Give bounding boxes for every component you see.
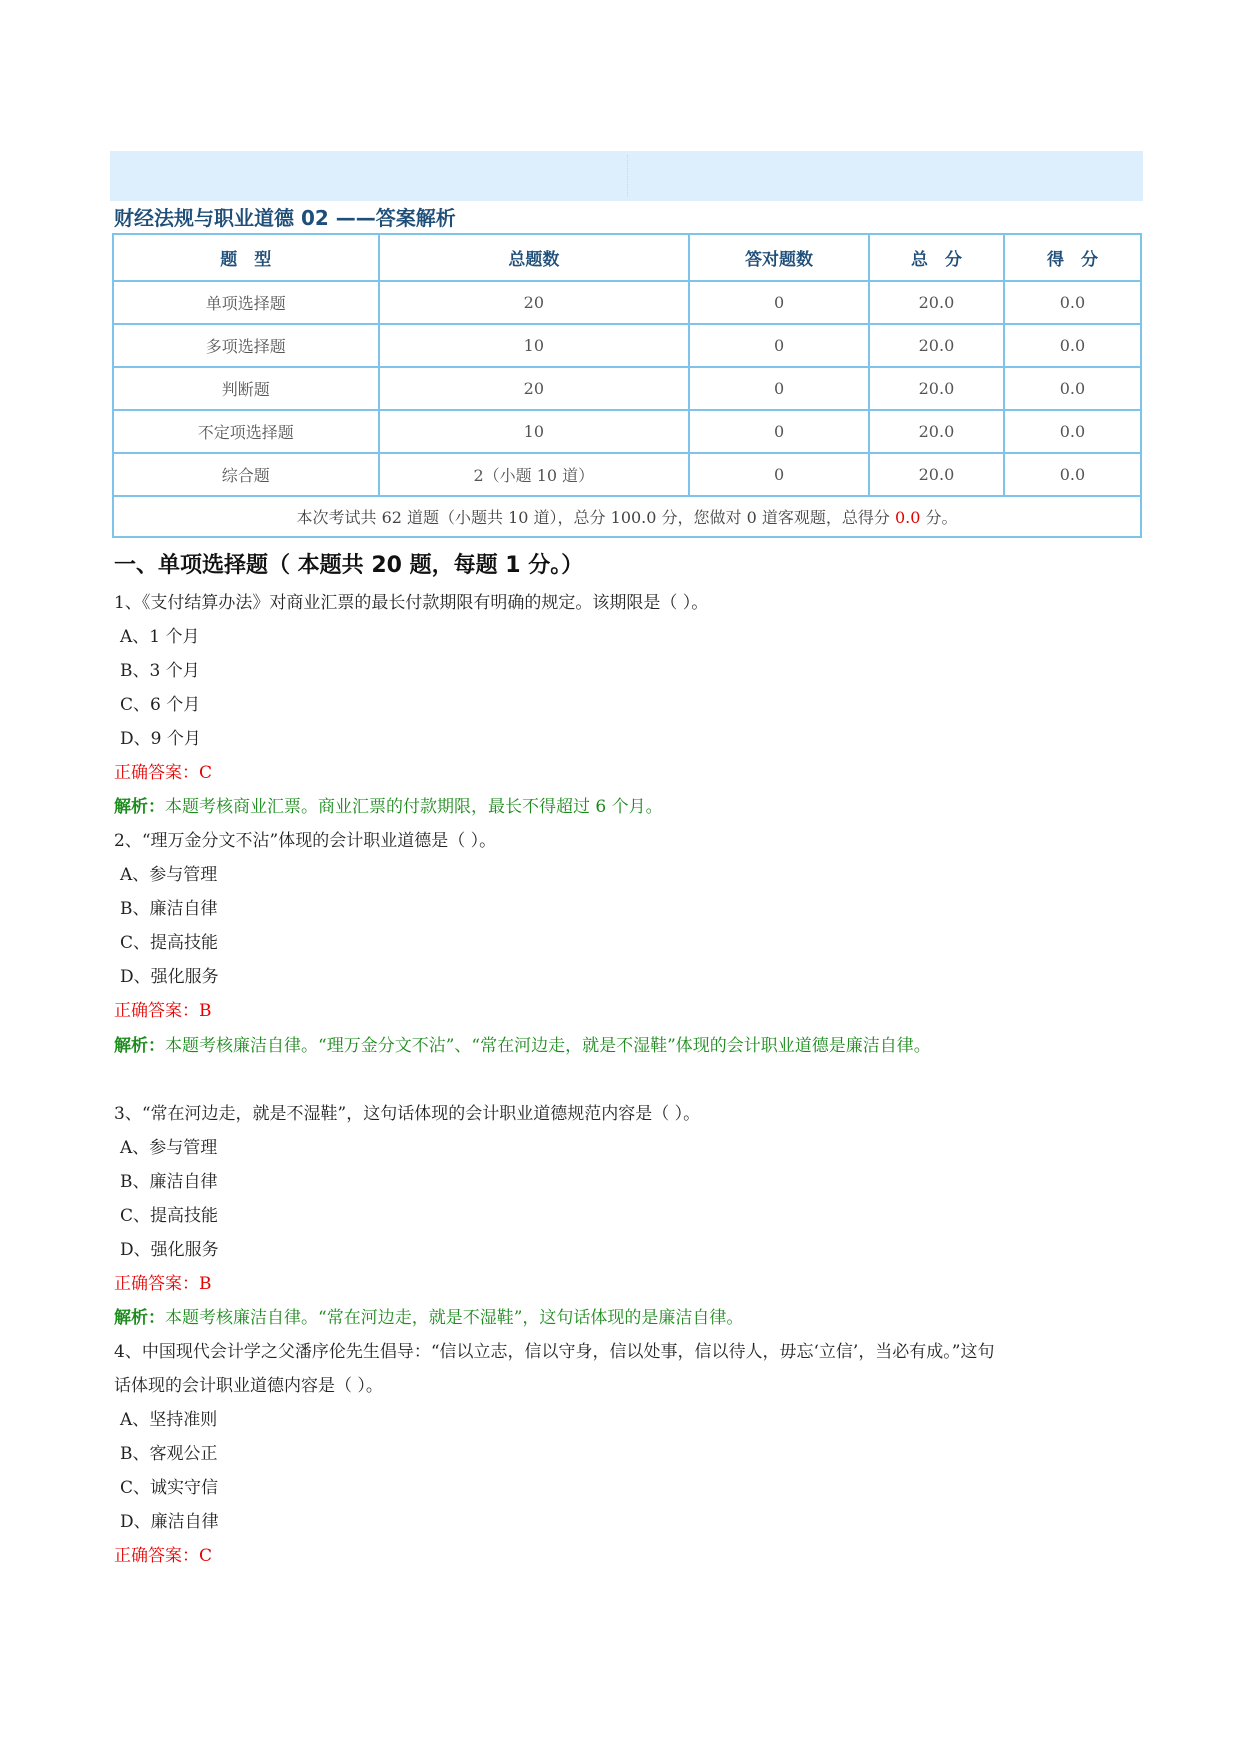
explanation-text: 本题考核廉洁自律。“理万金分文不沾”、“常在河边走，就是不湿鞋”体现的会计职业道德是廉洁自律。 — [165, 1036, 931, 1056]
summary-text-after: 分。 — [920, 508, 958, 527]
table-row — [113, 367, 1141, 410]
explanation — [114, 1303, 743, 1328]
option-d: D、强化服务 — [120, 1240, 219, 1260]
cell-type: 不定项选择题 — [113, 410, 379, 453]
option-a: A、参与管理 — [120, 865, 218, 885]
cell-score: 0.0 — [1004, 281, 1141, 324]
section-title: 一、单项选择题（ 本题共 20 题，每题 1 分。） — [114, 553, 584, 578]
cell-score: 0.0 — [1004, 410, 1141, 453]
option-a: A、坚持准则 — [120, 1410, 218, 1430]
question-stem: 3、“常在河边走，就是不湿鞋”，这句话体现的会计职业道德规范内容是（ ）。 — [114, 1104, 701, 1124]
total-score-value: 0.0 — [894, 508, 921, 527]
cell-score: 0.0 — [1004, 367, 1141, 410]
table-row — [113, 410, 1141, 453]
question-stem: 2、“理万金分文不沾”体现的会计职业道德是（ ）。 — [114, 831, 497, 851]
header-total-count: 总题数 — [379, 234, 690, 281]
cell-score: 0.0 — [1004, 324, 1141, 367]
option-c: C、诚实守信 — [120, 1478, 219, 1498]
option-b: B、廉洁自律 — [120, 1172, 218, 1192]
question-stem: 4、中国现代会计学之父潘序伦先生倡导：“信以立志，信以守身，信以处事，信以待人，毋忘‘立信’，当必有成。”这句 — [114, 1342, 995, 1362]
cell-total: 20.0 — [869, 281, 1004, 324]
explanation-text: 本题考核商业汇票。商业汇票的付款期限，最长不得超过 6 个月。 — [165, 797, 663, 817]
option-d: D、9 个月 — [120, 729, 201, 749]
option-c: C、6 个月 — [120, 695, 201, 715]
correct-answer: 正确答案：B — [114, 1274, 212, 1294]
table-row — [113, 453, 1141, 496]
correct-answer: 正确答案：C — [114, 1546, 213, 1566]
cell-count: 2（小题 10 道） — [379, 453, 690, 496]
table-footer-row — [113, 496, 1141, 537]
explanation — [114, 1031, 931, 1056]
option-a: A、参与管理 — [120, 1138, 218, 1158]
explanation — [114, 792, 663, 817]
cell-correct: 0 — [689, 410, 869, 453]
explanation-label: 解析： — [114, 797, 165, 817]
option-b: B、3 个月 — [120, 661, 200, 681]
cell-type: 单项选择题 — [113, 281, 379, 324]
option-d: D、强化服务 — [120, 967, 219, 987]
exam-summary-text — [113, 496, 1141, 537]
cell-count: 10 — [379, 324, 690, 367]
cell-count: 10 — [379, 410, 690, 453]
cell-total: 20.0 — [869, 453, 1004, 496]
cell-type: 综合题 — [113, 453, 379, 496]
explanation-label: 解析： — [114, 1036, 165, 1056]
cell-total: 20.0 — [869, 367, 1004, 410]
cell-count: 20 — [379, 367, 690, 410]
explanation-text: 本题考核廉洁自律。“常在河边走，就是不湿鞋”，这句话体现的是廉洁自律。 — [165, 1308, 744, 1328]
table-header-row — [113, 234, 1141, 281]
cell-correct: 0 — [689, 324, 869, 367]
cell-type: 多项选择题 — [113, 324, 379, 367]
table-row — [113, 324, 1141, 367]
cell-correct: 0 — [689, 453, 869, 496]
cell-total: 20.0 — [869, 410, 1004, 453]
cell-type: 判断题 — [113, 367, 379, 410]
option-c: C、提高技能 — [120, 933, 219, 953]
question-stem-continued: 话体现的会计职业道德内容是（ ）。 — [114, 1376, 383, 1396]
document-title: 财经法规与职业道德 02 ——答案解析 — [114, 206, 456, 230]
option-b: B、廉洁自律 — [120, 899, 218, 919]
cell-count: 20 — [379, 281, 690, 324]
table-row — [113, 281, 1141, 324]
question-stem: 1、《支付结算办法》对商业汇票的最长付款期限有明确的规定。该期限是（ ）。 — [114, 593, 709, 613]
option-b: B、客观公正 — [120, 1444, 218, 1464]
cell-correct: 0 — [689, 367, 869, 410]
header-banner — [110, 151, 1143, 201]
correct-answer: 正确答案：C — [114, 763, 213, 783]
explanation-label: 解析： — [114, 1308, 165, 1328]
score-summary-table — [112, 233, 1142, 538]
header-earned-score: 得 分 — [1004, 234, 1141, 281]
header-correct-count: 答对题数 — [689, 234, 869, 281]
cell-correct: 0 — [689, 281, 869, 324]
header-type: 题 型 — [113, 234, 379, 281]
correct-answer: 正确答案：B — [114, 1001, 212, 1021]
option-d: D、廉洁自律 — [120, 1512, 219, 1532]
banner-divider — [627, 155, 628, 197]
header-total-score: 总 分 — [869, 234, 1004, 281]
cell-total: 20.0 — [869, 324, 1004, 367]
option-a: A、1 个月 — [120, 627, 200, 647]
summary-text-before: 本次考试共 62 道题（小题共 10 道），总分 100.0 分，您做对 0 道客观题，总得分 — [296, 508, 895, 527]
cell-score: 0.0 — [1004, 453, 1141, 496]
option-c: C、提高技能 — [120, 1206, 219, 1226]
